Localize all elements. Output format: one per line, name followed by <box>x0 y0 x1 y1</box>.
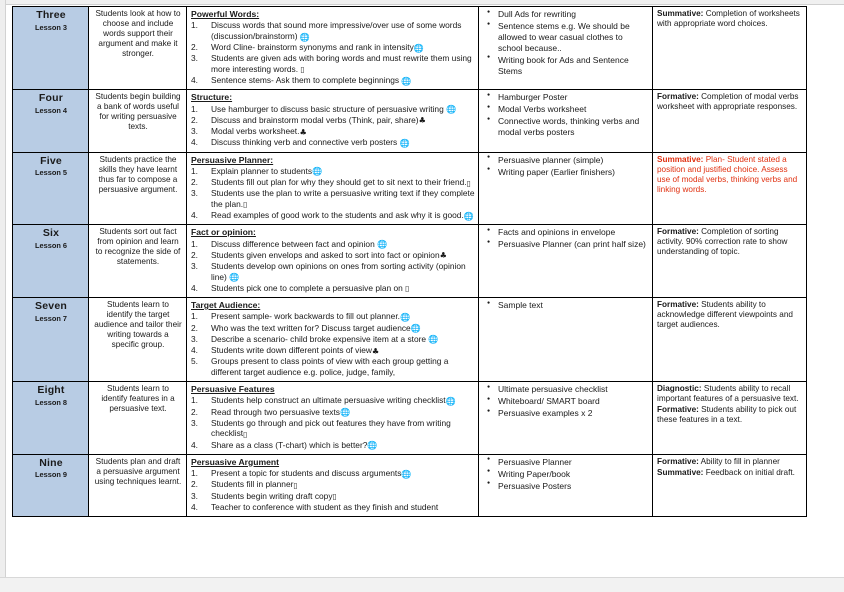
activity-text: Groups present to class points of view with each group getting a different target audience e.g. police, judge, family, <box>211 356 449 377</box>
assessment-entry <box>657 405 803 425</box>
lesson-plan-body <box>13 7 807 517</box>
resource-item: ● Modal Verbs worksheet <box>498 104 649 115</box>
activity-title: Persuasive Features <box>191 383 275 394</box>
activity-text: Present sample- work backwards to fill out planner. <box>211 311 400 322</box>
outcome-cell: Students learn to identify the target audience and tailor their writing towards a specific group. <box>89 298 187 382</box>
resource-item: ● Ultimate persuasive checklist <box>498 384 649 395</box>
activities-cell <box>187 298 479 382</box>
assessment-entry <box>657 468 803 478</box>
resource-item: ● Writing book for Ads and Sentence Stems <box>498 55 649 77</box>
activity-text: Discuss words that sound more impressive/over use of some words (discussion/brainstorm) <box>211 20 462 42</box>
activity-text: Discuss and brainstorm modal verbs (Think, pair, share) <box>211 114 419 125</box>
activity-text: Students begin writing draft copy <box>211 490 333 501</box>
lesson-cell <box>13 90 89 152</box>
globe-icon <box>464 212 474 220</box>
assessment-text: Completion of sorting activity. 90% correction rate to show understanding of topic. <box>657 227 788 257</box>
resource-item: ● Sentence stems e.g. We should be allowed to wear casual clothes to school because.. <box>498 21 649 54</box>
page-frame-left <box>0 0 6 592</box>
page-icon <box>467 179 471 188</box>
activity-item <box>211 261 475 282</box>
resource-list <box>483 457 649 492</box>
activity-item <box>211 188 475 209</box>
outcome-cell: Students begin building a bank of words useful for writing persuasive texts. <box>89 90 187 152</box>
resources-cell <box>479 152 653 225</box>
activity-item <box>211 502 475 513</box>
page-icon <box>405 284 409 293</box>
globe-icon <box>446 105 456 113</box>
globe-icon <box>411 324 421 332</box>
activity-item <box>211 210 475 221</box>
page-icon <box>293 481 297 490</box>
activity-item <box>211 177 475 188</box>
activity-item <box>211 115 475 126</box>
assessment-cell <box>653 152 807 225</box>
activity-item <box>211 126 475 137</box>
globe-icon <box>312 167 322 175</box>
group-icon <box>419 116 426 124</box>
table-row <box>13 90 807 152</box>
assessment-text: Students ability to pick out these features in a text. <box>657 404 797 424</box>
assessment-text: Students ability to recall important features of a persuasive text. <box>657 383 799 403</box>
lesson-label: Lesson 8 <box>34 397 68 407</box>
activity-item <box>211 42 475 53</box>
assessment-entry <box>657 92 803 112</box>
lesson-cell <box>13 7 89 90</box>
globe-icon <box>377 240 387 248</box>
resources-cell <box>479 381 653 454</box>
lesson-number: Eight <box>37 383 65 396</box>
activity-title: Powerful Words: <box>191 9 260 19</box>
activity-item <box>211 311 475 322</box>
activity-item <box>211 468 475 479</box>
resource-item: ● Dull Ads for rewriting <box>498 9 649 20</box>
activity-text: Who was the text written for? Discuss target audience <box>211 322 411 333</box>
table-row <box>13 7 807 90</box>
assessment-label: Formative: <box>657 456 699 466</box>
activities-cell <box>187 90 479 152</box>
assessment-label: Diagnostic: <box>657 383 702 393</box>
assessment-label: Summative: <box>657 154 704 164</box>
group-icon <box>372 347 379 355</box>
assessment-cell <box>653 7 807 90</box>
assessment-text: Ability to fill in planner <box>698 456 780 466</box>
table-row <box>13 152 807 225</box>
resource-item: ● Sample text <box>498 300 649 311</box>
globe-icon <box>400 139 410 147</box>
activity-text: Modal verbs worksheet. <box>211 126 300 137</box>
page-icon <box>300 65 304 74</box>
assessment-text: Completion of modal verbs worksheet with appropriate responses. <box>657 92 799 112</box>
activity-item <box>211 283 475 294</box>
activity-text: Students help construct an ultimate persuasive writing checklist <box>211 395 446 406</box>
assessment-entry <box>657 227 803 257</box>
table-row <box>13 454 807 516</box>
resources-cell <box>479 7 653 90</box>
activity-text: Students write down different points of view <box>211 345 372 355</box>
assessment-label: Formative: <box>657 300 699 309</box>
page-frame-bottom <box>0 577 844 592</box>
resource-list <box>483 92 649 138</box>
lesson-label: Lesson 9 <box>34 470 68 480</box>
lesson-number: Three <box>36 9 66 21</box>
outcome-cell: Students learn to identify features in a persuasive text. <box>89 381 187 454</box>
assessment-label: Formative: <box>657 404 699 414</box>
activity-item <box>211 137 475 148</box>
resource-list <box>483 227 649 250</box>
activity-text: Word Cline- brainstorm synonyms and rank in intensity <box>211 42 414 53</box>
resource-list <box>483 9 649 77</box>
globe-icon <box>401 470 411 478</box>
activity-item <box>211 356 475 377</box>
assessment-entry <box>657 384 803 404</box>
table-row <box>13 225 807 298</box>
activities-cell <box>187 152 479 225</box>
activity-item <box>211 418 475 439</box>
lesson-plan-table <box>12 6 807 517</box>
activities-cell <box>187 7 479 90</box>
globe-icon <box>229 273 239 281</box>
globe-icon <box>414 44 424 52</box>
resource-item: ● Writing Paper/book <box>498 469 649 480</box>
activity-title: Target Audience: <box>191 300 261 310</box>
outcome-cell: Students plan and draft a persuasive argument using techniques learnt. <box>89 454 187 516</box>
assessment-label: Summative: <box>657 9 704 18</box>
lesson-label: Lesson 4 <box>34 106 68 116</box>
assessment-cell <box>653 298 807 382</box>
lesson-cell <box>13 298 89 382</box>
activity-item <box>211 479 475 490</box>
page-icon <box>333 492 337 501</box>
resource-item: ● Persuasive Posters <box>498 481 649 492</box>
activity-text: Students develop own opinions on ones from sorting activity (opinion line) <box>211 261 466 282</box>
resources-cell <box>479 90 653 152</box>
page-icon <box>243 200 247 209</box>
activity-text: Share as a class (T-chart) which is better? <box>211 439 368 450</box>
activity-text: Students use the plan to write a persuasive writing text if they complete the plan. <box>211 188 475 209</box>
resources-cell <box>479 298 653 382</box>
resource-list <box>483 300 649 311</box>
outcome-cell: Students practice the skills they have learnt thus far to compose a persuasive argument. <box>89 152 187 225</box>
lesson-number: Five <box>40 154 62 167</box>
activities-cell <box>187 381 479 454</box>
activity-text: Discuss difference between fact and opinion <box>211 238 378 249</box>
resource-list <box>483 155 649 178</box>
globe-icon <box>428 335 438 343</box>
assessment-entry <box>657 457 803 467</box>
assessment-entry <box>657 155 803 195</box>
activity-list <box>191 104 475 148</box>
lesson-cell <box>13 152 89 225</box>
activity-text: Students given envelops and asked to sort into fact or opinion <box>211 249 440 260</box>
activity-text: Read through two persuasive texts <box>211 406 340 417</box>
globe-icon <box>401 77 411 85</box>
activity-text: Present a topic for students and discuss arguments <box>211 468 402 479</box>
group-icon <box>299 128 306 136</box>
lesson-number: Six <box>42 227 60 240</box>
assessment-entry <box>657 300 803 330</box>
activity-list <box>191 468 475 512</box>
activity-text: Sentence stems- Ask them to complete beginnings <box>211 75 402 86</box>
activity-list <box>191 166 475 221</box>
activity-text: Describe a scenario- child broke expensive item at a store <box>211 333 429 344</box>
activity-item <box>211 491 475 502</box>
lesson-number: Four <box>38 92 64 105</box>
page-frame-top <box>0 0 844 5</box>
table-row <box>13 298 807 382</box>
globe-icon <box>367 441 377 449</box>
assessment-text: Feedback on initial draft. <box>703 467 795 477</box>
lesson-label: Lesson 6 <box>34 241 68 251</box>
activity-title: Fact or opinion: <box>191 227 256 238</box>
outcome-cell: Students sort out fact from opinion and learn to recognize the side of statements. <box>89 225 187 298</box>
assessment-cell <box>653 381 807 454</box>
activity-item <box>211 20 475 41</box>
assessment-cell <box>653 90 807 152</box>
activity-item <box>211 239 475 250</box>
activity-item <box>211 166 475 177</box>
activity-text: Students are given ads with boring words and must rewrite them using more interesting words. <box>211 53 472 74</box>
activities-cell <box>187 454 479 516</box>
activity-text: Explain planner to students <box>211 165 313 176</box>
lesson-label: Lesson 3 <box>34 22 68 32</box>
assessment-text: Plan- Student stated a position and justified choice. Assess use of modal verbs, thinking verbs and linking words. <box>657 154 798 194</box>
activity-text: Read examples of good work to the students and ask why it is good. <box>211 210 464 221</box>
resource-item: ● Persuasive planner (simple) <box>498 155 649 166</box>
activity-text: Students fill in planner <box>211 479 294 490</box>
lesson-cell <box>13 225 89 298</box>
resource-item: ● Persuasive Planner (can print half size) <box>498 239 649 250</box>
activity-item <box>211 104 475 115</box>
page-icon <box>243 430 247 439</box>
lesson-cell <box>13 381 89 454</box>
activity-item <box>211 75 475 86</box>
activity-item <box>211 407 475 418</box>
unit-plan-document <box>12 6 806 517</box>
globe-icon <box>300 33 310 41</box>
resource-list <box>483 384 649 419</box>
resource-item: ● Hamburger Poster <box>498 92 649 103</box>
activity-title: Persuasive Argument <box>191 456 280 467</box>
activity-item <box>211 53 475 74</box>
assessment-text: Students ability to acknowledge different viewpoints and target audiences. <box>657 300 793 329</box>
table-row <box>13 381 807 454</box>
activities-cell <box>187 225 479 298</box>
activity-text: Discuss thinking verb and connective verb posters <box>211 137 400 148</box>
lesson-number: Seven <box>35 300 67 312</box>
activity-title: Structure: <box>191 92 233 103</box>
assessment-cell <box>653 454 807 516</box>
group-icon <box>440 251 447 259</box>
activity-item <box>211 440 475 451</box>
resource-item: ● Writing paper (Earlier finishers) <box>498 167 649 178</box>
activity-item <box>211 395 475 406</box>
lesson-label: Lesson 5 <box>34 168 68 178</box>
globe-icon <box>340 408 350 416</box>
activity-text: Students go through and pick out features they have from writing checklist <box>211 417 451 439</box>
assessment-text: Completion of worksheets with appropriate word choices. <box>657 9 800 28</box>
assessment-label: Summative: <box>657 467 704 477</box>
resource-item: ● Persuasive examples x 2 <box>498 408 649 419</box>
activity-list <box>191 239 475 294</box>
resource-item: ● Persuasive Planner <box>498 457 649 468</box>
lesson-label: Lesson 7 <box>34 313 68 323</box>
activity-item <box>211 345 475 356</box>
assessment-cell <box>653 225 807 298</box>
activity-list <box>191 395 475 450</box>
activity-text: Students pick one to complete a persuasive plan on <box>211 282 406 293</box>
resource-item: ● Facts and opinions in envelope <box>498 227 649 238</box>
outcome-cell: Students look at how to choose and include words support their argument and make it stronger. <box>89 7 187 90</box>
activity-text: Students fill out plan for why they should get to sit next to their friend. <box>211 177 467 188</box>
activity-item <box>211 334 475 345</box>
lesson-cell <box>13 454 89 516</box>
resources-cell <box>479 454 653 516</box>
assessment-label: Formative: <box>657 227 699 237</box>
globe-icon <box>446 397 456 405</box>
resource-item: ● Whiteboard/ SMART board <box>498 396 649 407</box>
globe-icon <box>400 313 410 321</box>
resource-item: ● Connective words, thinking verbs and modal verbs posters <box>498 116 649 138</box>
assessment-label: Formative: <box>657 92 699 102</box>
resources-cell <box>479 225 653 298</box>
lesson-number: Nine <box>39 456 63 469</box>
activity-list <box>191 311 475 377</box>
activity-text: Use hamburger to discuss basic structure of persuasive writing <box>211 103 447 114</box>
activity-title: Persuasive Planner: <box>191 154 274 165</box>
activity-list <box>191 20 475 85</box>
assessment-entry <box>657 9 803 29</box>
activity-item <box>211 323 475 334</box>
activity-item <box>211 250 475 261</box>
activity-text: Teacher to conference with student as they finish and student <box>211 501 439 512</box>
